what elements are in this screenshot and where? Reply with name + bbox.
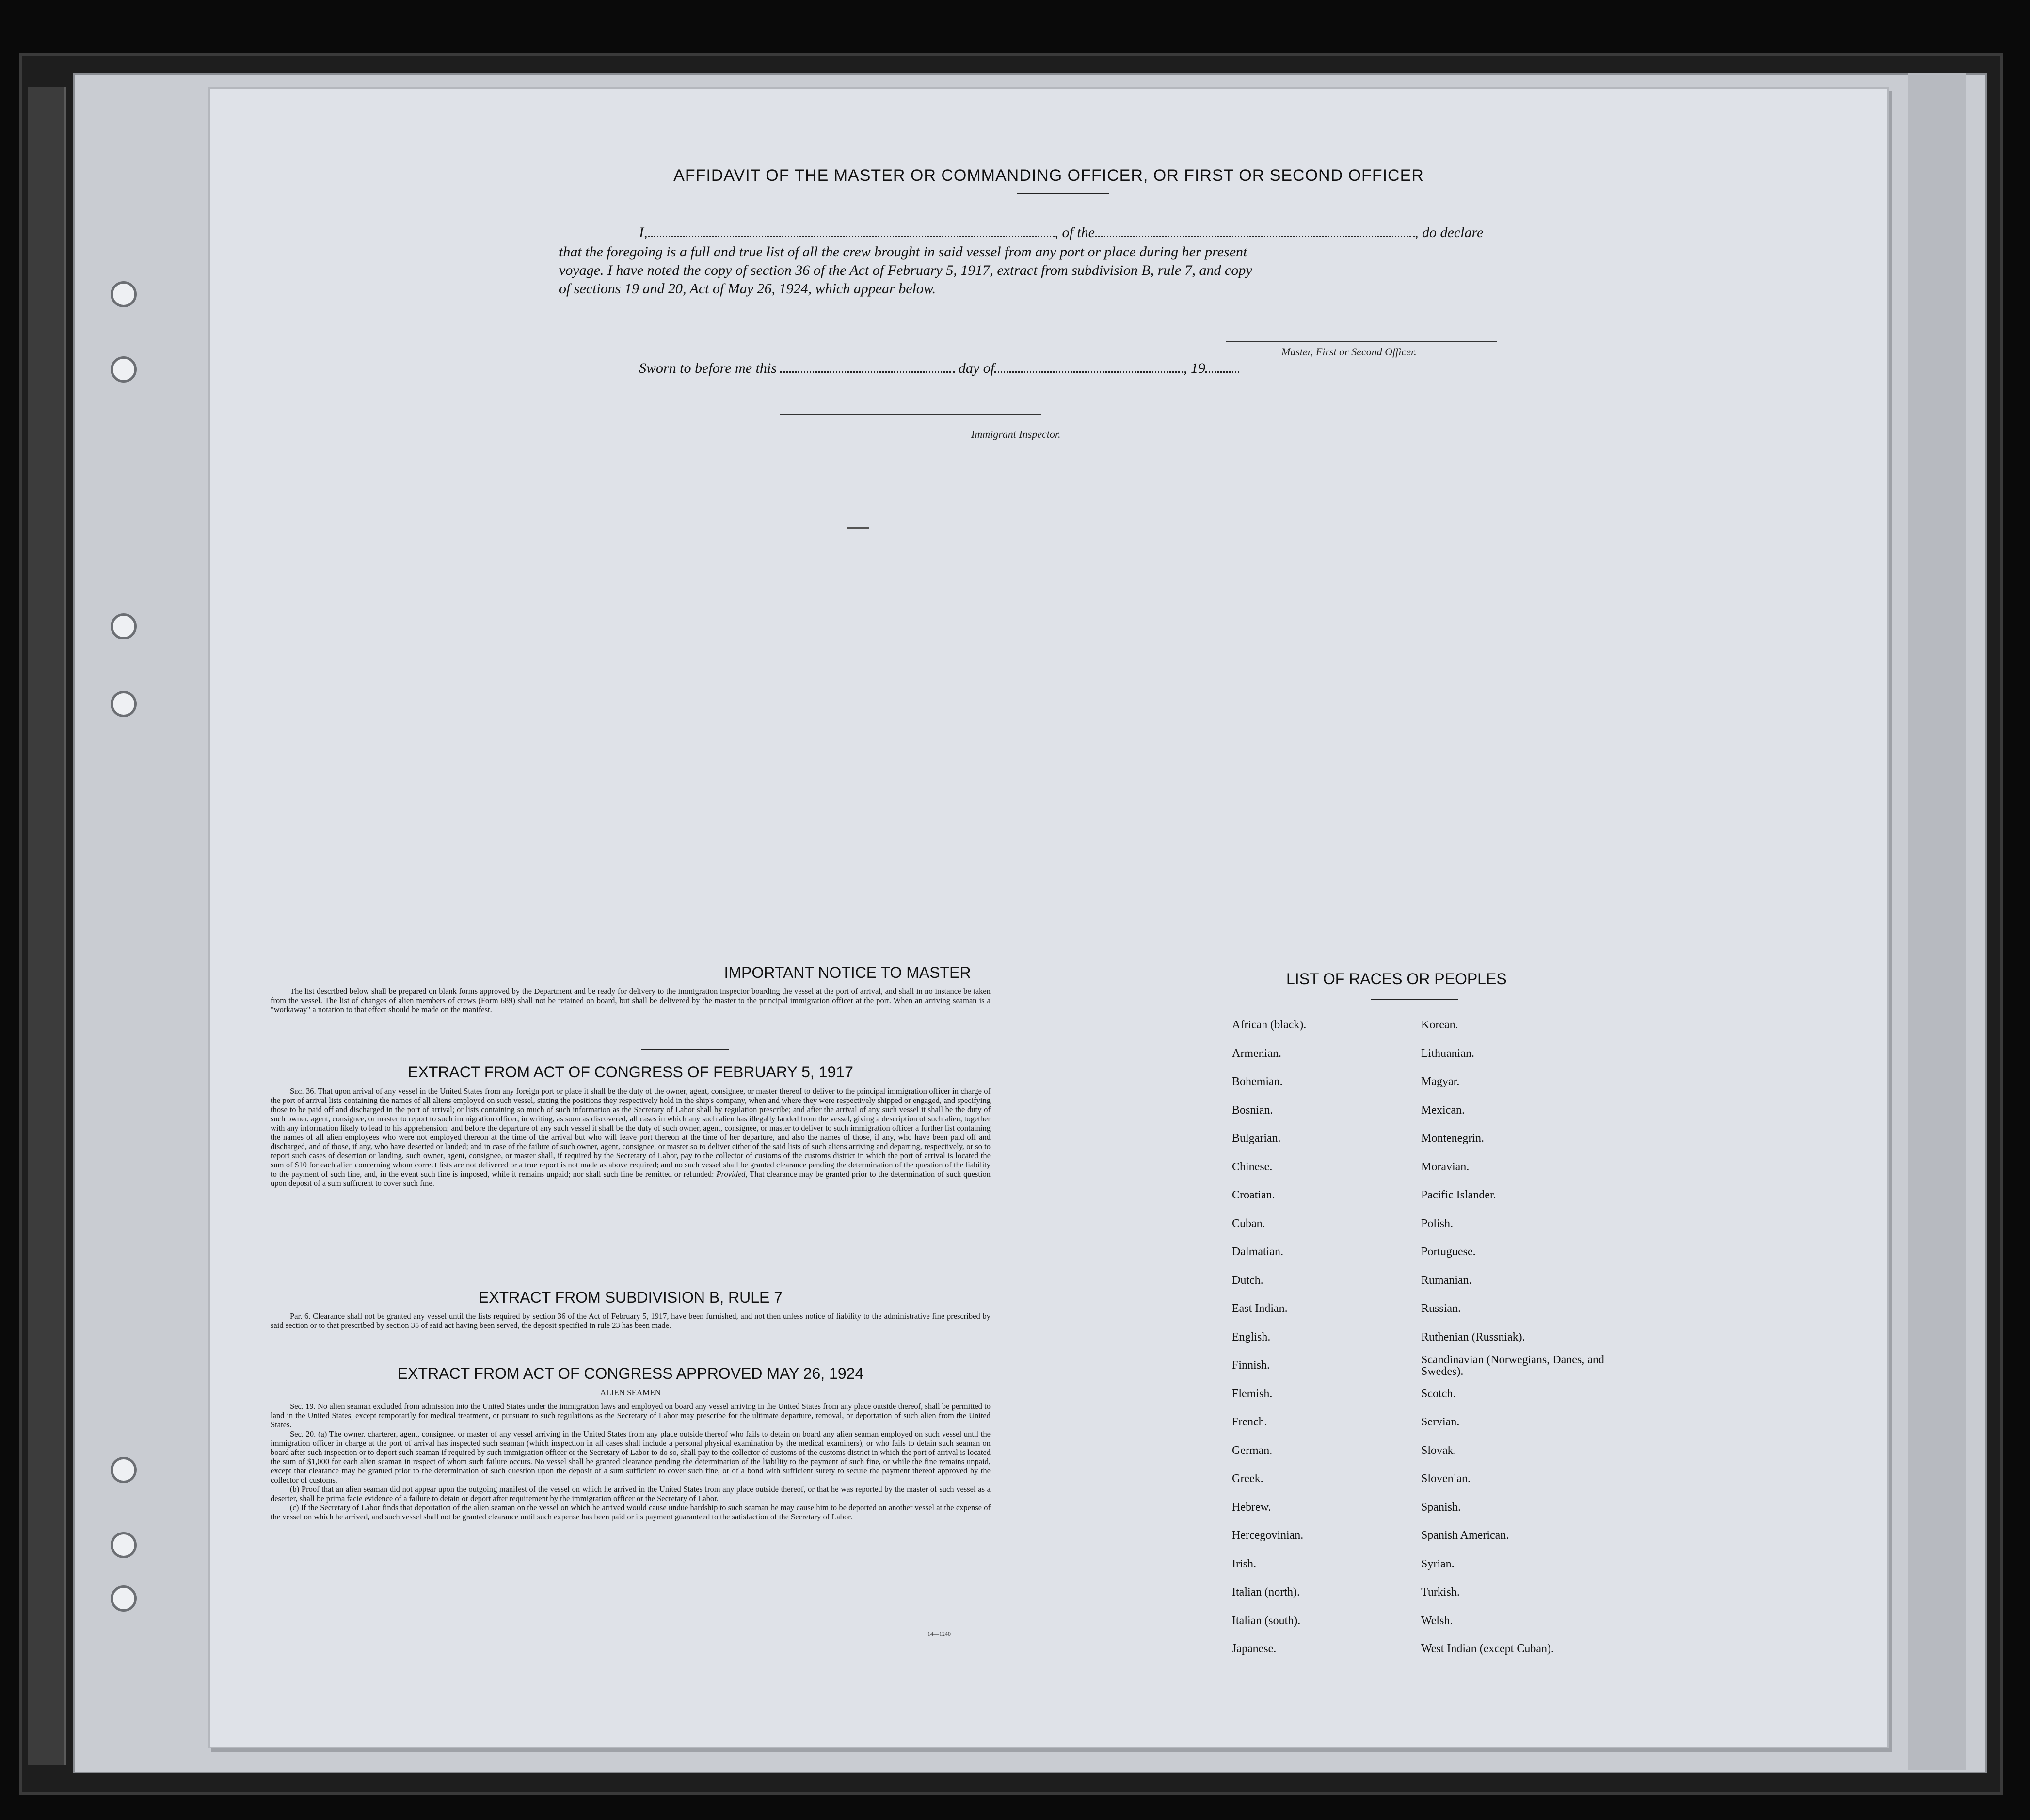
race-item: Slovenian. [1421,1472,1471,1485]
stray-mark [847,527,869,529]
race-item: Dalmatian. [1232,1245,1283,1258]
race-item: Mexican. [1421,1103,1465,1117]
sec-36-end: That clearance may be granted prior to the determination of such question upon deposit of a sum sufficient to cover such fine. [271,1169,991,1188]
race-item: Scandinavian (Norwegians, Danes, and Swedes). [1421,1354,1604,1378]
act-1924-text [271,1402,991,1521]
notice-paragraph: The list described below shall be prepared on blank forms approved by the Department and be ready for delivery to the immigration inspector boarding the vessel at the port of arrival, and shall in no instance be taken from the vessel. The list of changes of alien members of crews (Form 689) shall not be retained on board, but shall be delivered by the master to the principal immigration officer at the port. When an arriving seaman is a "workaway" a notation to that effect should be made on the manifest. [271,987,991,1014]
sec-20c-paragraph: (c) If the Secretary of Labor finds that deportation of the alien seaman on the vessel on which he arrived would cause undue hardship to such seaman he may cause him to be deported on another vessel at the expense of the vessel on which he arrived, and such vessel shall not be granted clearance until such expense has been paid or its payment guaranteed to the satisfaction of the Secretary of Labor. [271,1503,991,1521]
punch-hole-left-4 [111,691,137,717]
next-sheet-edge [1908,73,1966,1770]
affidavit-line-2: that the foregoing is a full and true list of all the crew brought in said vessel from any port or place during her present [559,244,1247,260]
race-item: Scotch. [1421,1387,1456,1400]
rule7-title: EXTRACT FROM SUBDIVISION B, RULE 7 [478,1289,783,1306]
affidavit-of-the: , of the [1055,224,1095,240]
sworn-day-blank [780,369,955,373]
race-item: Welsh. [1421,1614,1453,1627]
race-item: Hebrew. [1232,1501,1271,1514]
race-item: French. [1232,1416,1267,1428]
punch-hole-left-6 [111,1532,137,1558]
race-item: Dutch. [1232,1274,1263,1287]
race-item: Cuban. [1232,1217,1265,1230]
extract-1917-text [271,1086,991,1188]
race-item: Finnish. [1232,1359,1270,1372]
race-item: Ruthenian (Russniak). [1421,1330,1525,1343]
sec-36-body: 36. That upon arrival of any vessel in the United States from any foreign port or place it shall be the duty of the owner, agent, consignee, or master thereof to deliver to the principal immigration officer in charge of the port of arrival lists containing the names of all aliens employed on such vessel, stating the positions they respectively hold in the ship's company, when and where they were respectively shipped or engaged, and specifying those to be paid off and discharged in the port of arrival; or lists containing so much of such information as the Secretary of Labor shall by regulation prescribe; and after the arrival of any such vessel it shall be the duty of such owner, agent, consignee, or master to report to such immigration officer, in writing, as soon as discovered, all cases in which any such alien has illegally landed from the vessel, giving a description of such alien, together with any information likely to lead to his apprehension; and before the departure of any such vessel it shall be the duty of such owner, agent, consignee, or master to deliver to such immigration officer a further list containing the names of all alien employees who were not employed thereon at the time of the arrival but who will leave port thereon at the time of her departure, and also the names of those, if any, who have been paid off and discharged, and of those, if any, who have deserted or landed; and in case of the failure of such owner, agent, consignee, or master so to deliver either of the said lists of such aliens arriving and departing, respectively, or so to report such cases of desertion or landing, such owner, agent, consignee, or master shall, if required by the Secretary of Labor, pay to the collector of customs of the customs district in which the port of arrival is located the sum of $10 for each alien concerning whom correct lists are not delivered or a true report is not made as above required; and no such vessel shall be granted clearance pending the determination of the question of the liability to the payment of such fine, and, in the event such fine is imposed, while it remains unpaid; nor shall such fine be remitted or refunded: [271,1086,991,1179]
extract-1917-paragraph [271,1086,991,1188]
race-item: Rumanian. [1421,1274,1472,1287]
affidavit-declare: , do declare [1415,224,1484,240]
master-signature-line [1226,341,1497,342]
race-item: Servian. [1421,1416,1460,1428]
rule7-text [271,1311,991,1330]
rule7-paragraph: Par. 6. Clearance shall not be granted any vessel until the lists required by section 36 of the Act of February 5, 1917, have been furnished, and not then unless notice of liability to the administrative fine prescribed by said section or to that prescribed by section 35 of said act having been served, the deposit specified in rule 23 has been made. [271,1311,991,1330]
sec-20a-paragraph: Sec. 20. (a) The owner, charterer, agent, consignee, or master of any vessel arriving in the United States from any place outside thereof who fails to detain on board any alien seaman employed on such vessel until the immigration officer in charge at the port of arrival has inspected such seaman (which inspection in all cases shall include a personal physical examination by the medical examiners), or who fails to detain such seaman on board after such inspection or to deport such seaman if required by such immigration officer or the Secretary of Labor to do so, shall pay to the collector of customs of the customs district in which the port of arrival is located the sum of $1,000 for each alien seaman in respect of whom such failure occurs. No vessel shall be granted clearance pending the determination of the liability to the payment of such fine, or while the fine remains unpaid, except that clearance may be granted prior to the determination of such question upon the deposit of a sum sufficient to cover such fine, or of a bond with sufficient surety to secure the payment thereof approved by the collector of customs. [271,1429,991,1485]
race-item: Greek. [1232,1472,1263,1485]
punch-hole-left-7 [111,1585,137,1612]
form-number: 14—1240 [927,1630,951,1637]
race-item: Chinese. [1232,1160,1273,1173]
sworn-year-label: , 19 [1183,360,1206,376]
affidavit-i: I, [639,224,648,240]
race-item: Magyar. [1421,1075,1460,1088]
race-item: West Indian (except Cuban). [1421,1643,1554,1655]
race-item: Turkish. [1421,1586,1460,1598]
affidavit-line-4: of sections 19 and 20, Act of May 26, 1924, which appear below. [559,281,936,297]
notice-rule [641,1049,729,1050]
race-item: Italian (south). [1232,1614,1301,1627]
master-label: Master, First or Second Officer. [1281,346,1417,358]
punch-hole-left-5 [111,1457,137,1483]
punch-hole-left-2 [111,356,137,383]
race-item: Portuguese. [1421,1245,1476,1258]
race-item: Bohemian. [1232,1075,1283,1088]
race-item: Syrian. [1421,1557,1455,1570]
punch-hole-left-1 [111,281,137,307]
race-item: Slovak. [1421,1444,1456,1457]
race-item: Japanese. [1232,1643,1277,1655]
punch-hole-left-3 [111,613,137,639]
inspector-label: Immigrant Inspector. [971,428,1061,440]
sworn-day-label: day of [958,360,995,376]
race-item: Lithuanian. [1421,1047,1474,1060]
race-item: Korean. [1421,1019,1458,1031]
sworn-year-blank [1205,369,1239,373]
notice-title: IMPORTANT NOTICE TO MASTER [724,964,971,981]
affidavit-title: AFFIDAVIT OF THE MASTER OR COMMANDING OFFICER, OR FIRST OR SECOND OFFICER [673,166,1424,185]
race-item: Irish. [1232,1557,1256,1570]
binder-spine [28,87,66,1765]
sworn-month-blank [994,369,1183,373]
race-item: Montenegrin. [1421,1132,1484,1145]
race-item: English. [1232,1330,1271,1343]
act-1924-title: EXTRACT FROM ACT OF CONGRESS APPROVED MAY 26, 1924 [397,1365,864,1382]
sec-label: Sec. [290,1086,304,1096]
race-item: Spanish. [1421,1501,1461,1514]
race-item: Polish. [1421,1217,1454,1230]
race-item: Flemish. [1232,1387,1273,1400]
race-item: East Indian. [1232,1302,1288,1315]
notice-text [271,987,991,1014]
sec-20b-paragraph: (b) Proof that an alien seaman did not appear upon the outgoing manifest of the vessel on which he arrived in the United States from any place outside thereof, or that he was reported by the master of such vessel as a deserter, shall be prima facie evidence of a failure to detain or deport after requirement by the immigration officer or the Secretary of Labor. [271,1485,991,1503]
race-item: Pacific Islander. [1421,1189,1496,1201]
race-item: Russian. [1421,1302,1461,1315]
sworn-prefix: Sworn to before me this [639,360,777,376]
race-item: Italian (north). [1232,1586,1300,1598]
race-item: German. [1232,1444,1273,1457]
affidavit-line-3: voyage. I have noted the copy of section 36 of the Act of February 5, 1917, extract from subdivision B, rule 7, and copy [559,262,1252,278]
race-item: Bulgarian. [1232,1132,1281,1145]
race-item: Spanish American. [1421,1529,1509,1542]
affidavit-page [208,87,1889,1748]
sworn-line [639,360,1239,377]
race-item: Hercegovinian. [1232,1529,1304,1542]
races-title: LIST OF RACES OR PEOPLES [1286,970,1507,988]
race-item: Moravian. [1421,1160,1470,1173]
affidavit-title-rule [1017,193,1109,194]
races-title-rule [1371,999,1458,1000]
extract-1917-title: EXTRACT FROM ACT OF CONGRESS OF FEBRUARY 5, 1917 [408,1063,853,1081]
race-item: Bosnian. [1232,1103,1273,1117]
race-item: African (black). [1232,1019,1307,1031]
race-item: Armenian. [1232,1047,1281,1060]
race-item: Croatian. [1232,1189,1275,1201]
inspector-signature-line [780,414,1041,415]
alien-seamen-subtitle: ALIEN SEAMEN [600,1388,661,1397]
provided-word: Provided, [716,1169,748,1179]
name-blank [648,234,1055,237]
vessel-blank [1095,234,1415,237]
sec-19-paragraph: Sec. 19. No alien seaman excluded from admission into the United States under the immigration laws and employed on board any vessel arriving in the United States from any place outside thereof, shall be permitted to land in the United States, except temporarily for medical treatment, or pursuant to such regulations as the Secretary of Labor may prescribe for the ultimate departure, removal, or deportation of such alien from the United States. [271,1402,991,1429]
affidavit-line-1 [639,224,1483,241]
